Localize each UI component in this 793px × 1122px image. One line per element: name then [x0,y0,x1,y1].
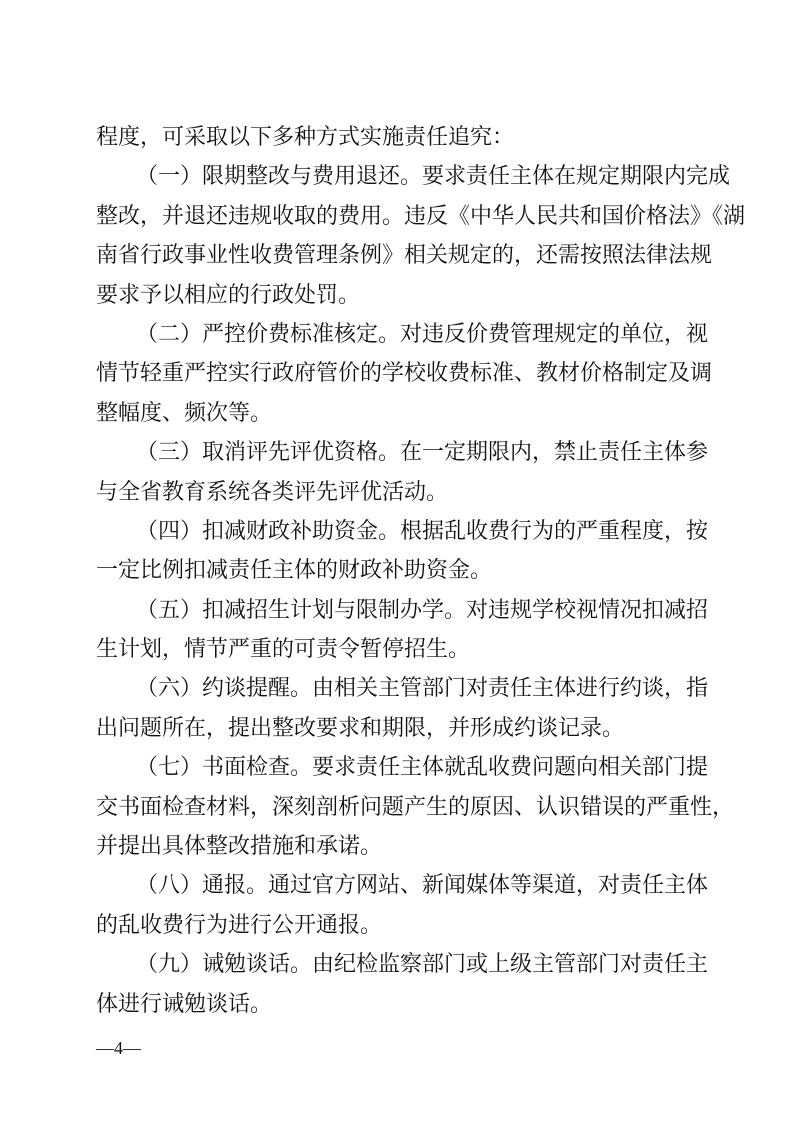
page-number: —4— [96,1038,141,1058]
text-line: 整幅度、频次等。 [96,400,273,426]
text-line: 的乱收费行为进行公开通报。 [96,912,383,938]
text-line: 整改，并退还违规收取的费用。违反《中华人民共和国价格法》《湖 [96,203,746,229]
paragraph-item-1-line: （一）限期整改与费用退还。要求责任主体在规定期限内完成 [136,164,731,190]
text-line: 出问题所在，提出整改要求和期限，并形成约谈记录。 [96,715,625,741]
paragraph-item-7-line: （七）书面检查。要求责任主体就乱收费问题向相关部门提 [136,755,709,781]
text-line: 体进行诫勉谈话。 [96,991,273,1017]
paragraph-item-9-line: （九）诫勉谈话。由纪检监察部门或上级主管部门对责任主 [136,952,709,978]
paragraph-item-2-line: （二）严控价费标准核定。对违反价费管理规定的单位，视 [136,321,709,347]
paragraph-item-8-line: （八）通报。通过官方网站、新闻媒体等渠道，对责任主体 [136,873,709,899]
paragraph-item-4-line: （四）扣减财政补助资金。根据乱收费行为的严重程度，按 [136,518,709,544]
text-line: 要求予以相应的行政处罚。 [96,282,361,308]
text-line: 程度，可采取以下多种方式实施责任追究： [96,125,515,150]
text-line: 一定比例扣减责任主体的财政补助资金。 [96,558,493,584]
text-line: 与全省教育系统各类评先评优活动。 [96,479,449,505]
paragraph-item-3-line: （三）取消评先评优资格。在一定期限内，禁止责任主体参 [136,440,709,466]
text-line: 生计划，情节严重的可责令暂停招生。 [96,637,471,663]
paragraph-item-5-line: （五）扣减招生计划与限制办学。对违规学校视情况扣减招 [136,597,709,623]
paragraph-item-6-line: （六）约谈提醒。由相关主管部门对责任主体进行约谈，指 [136,676,709,702]
text-line: 交书面检查材料，深刻剖析问题产生的原因、认识错误的严重性， [96,794,735,820]
text-line: 情节轻重严控实行政府管价的学校收费标准、教材价格制定及调 [96,361,713,387]
body-text [96,118,746,1024]
text-line: 南省行政事业性收费管理条例》相关规定的，还需按照法律法规 [96,243,713,269]
text-line: 并提出具体整改措施和承诺。 [96,834,383,860]
